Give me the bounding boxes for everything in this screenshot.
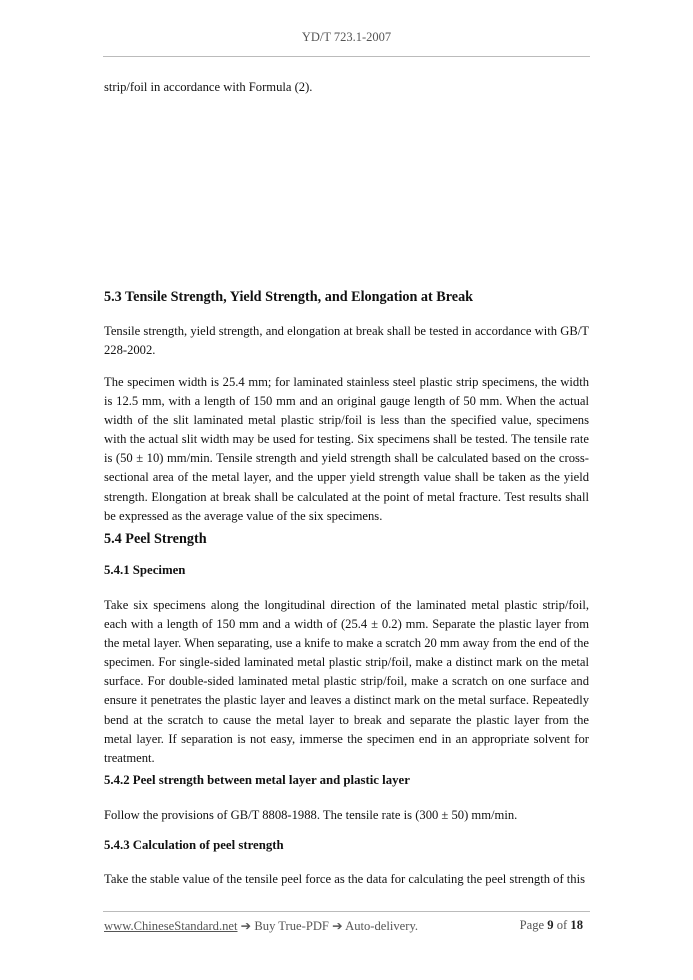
header-divider xyxy=(103,56,590,57)
arrow-icon: ➔ xyxy=(240,919,252,933)
of-word: of xyxy=(556,918,568,932)
site-link[interactable]: www.ChineseStandard.net xyxy=(104,919,238,933)
intro-line: strip/foil in accordance with Formula (2). xyxy=(104,80,313,94)
section-5-4-2-paragraph: Follow the provisions of GB/T 8808-1988. The tensile rate is (300 ± 50) mm/min. xyxy=(104,808,518,822)
section-5-4-2-heading: 5.4.2 Peel strength between metal layer and plastic layer xyxy=(104,773,410,787)
page-footer xyxy=(104,918,589,934)
footer-divider xyxy=(103,911,590,912)
document-id-header: YD/T 723.1-2007 xyxy=(301,30,392,44)
page-number xyxy=(520,918,583,933)
arrow-icon: ➔ xyxy=(332,919,343,933)
section-5-3-paragraph-1: Tensile strength, yield strength, and elongation at break shall be tested in accordance with GB/T 228-2002. xyxy=(104,324,589,358)
section-5-4-1-heading: 5.4.1 Specimen xyxy=(104,563,186,577)
section-5-4-heading: 5.4 Peel Strength xyxy=(104,531,207,547)
section-5-4-3-paragraph: Take the stable value of the tensile peel force as the data for calculating the peel strength of this xyxy=(104,872,585,886)
section-5-3-heading: 5.3 Tensile Strength, Yield Strength, and Elongation at Break xyxy=(104,289,474,305)
section-5-3-paragraph-2: The specimen width is 25.4 mm; for laminated stainless steel plastic strip specimens, the width is 12.5 mm, with a length of 150 mm and an original gauge length of 50 mm. When the actual width of the slit laminated metal plastic strip/foil is less than the specified value, specimens with the actual slit width may be used for testing. Six specimens shall be tested. The tensile rate is (50 ± 10) mm/min. Tensile strength and yield strength shall be calculated based on the cross-sectional area of the metal layer, and the upper yield strength value shall be taken as the yield strength. Elongation at break shall be calculated at the point of metal fracture. Test results shall be expressed as the average value of the six specimens. xyxy=(104,375,589,523)
auto-delivery-text: Auto-delivery. xyxy=(345,919,419,933)
total-pages: 18 xyxy=(570,918,583,932)
buy-true-pdf-text: Buy True-PDF xyxy=(254,919,329,933)
page-word: Page xyxy=(519,918,545,932)
current-page: 9 xyxy=(547,918,554,932)
section-5-4-3-heading: 5.4.3 Calculation of peel strength xyxy=(104,838,284,852)
section-5-4-1-paragraph: Take six specimens along the longitudinal direction of the laminated metal plastic strip/foil, each with a length of 150 mm and a width of (25.4 ± 0.2) mm. Separate the plastic layer from the metal layer. When separating, use a knife to make a scratch 20 mm away from the end of the specimen. For single-sided laminated metal plastic strip/foil, make a distinct mark on the metal surface. For double-sided laminated metal plastic strip/foil, make a scratch on one surface and ensure it penetrates the plastic layer and leaves a distinct mark on the metal surface. Repeatedly bend at the scratch to cause the metal layer to break and separate the plastic layer from the metal layer. If separation is not easy, immerse the specimen end in an appropriate solvent for treatment. xyxy=(104,598,589,765)
